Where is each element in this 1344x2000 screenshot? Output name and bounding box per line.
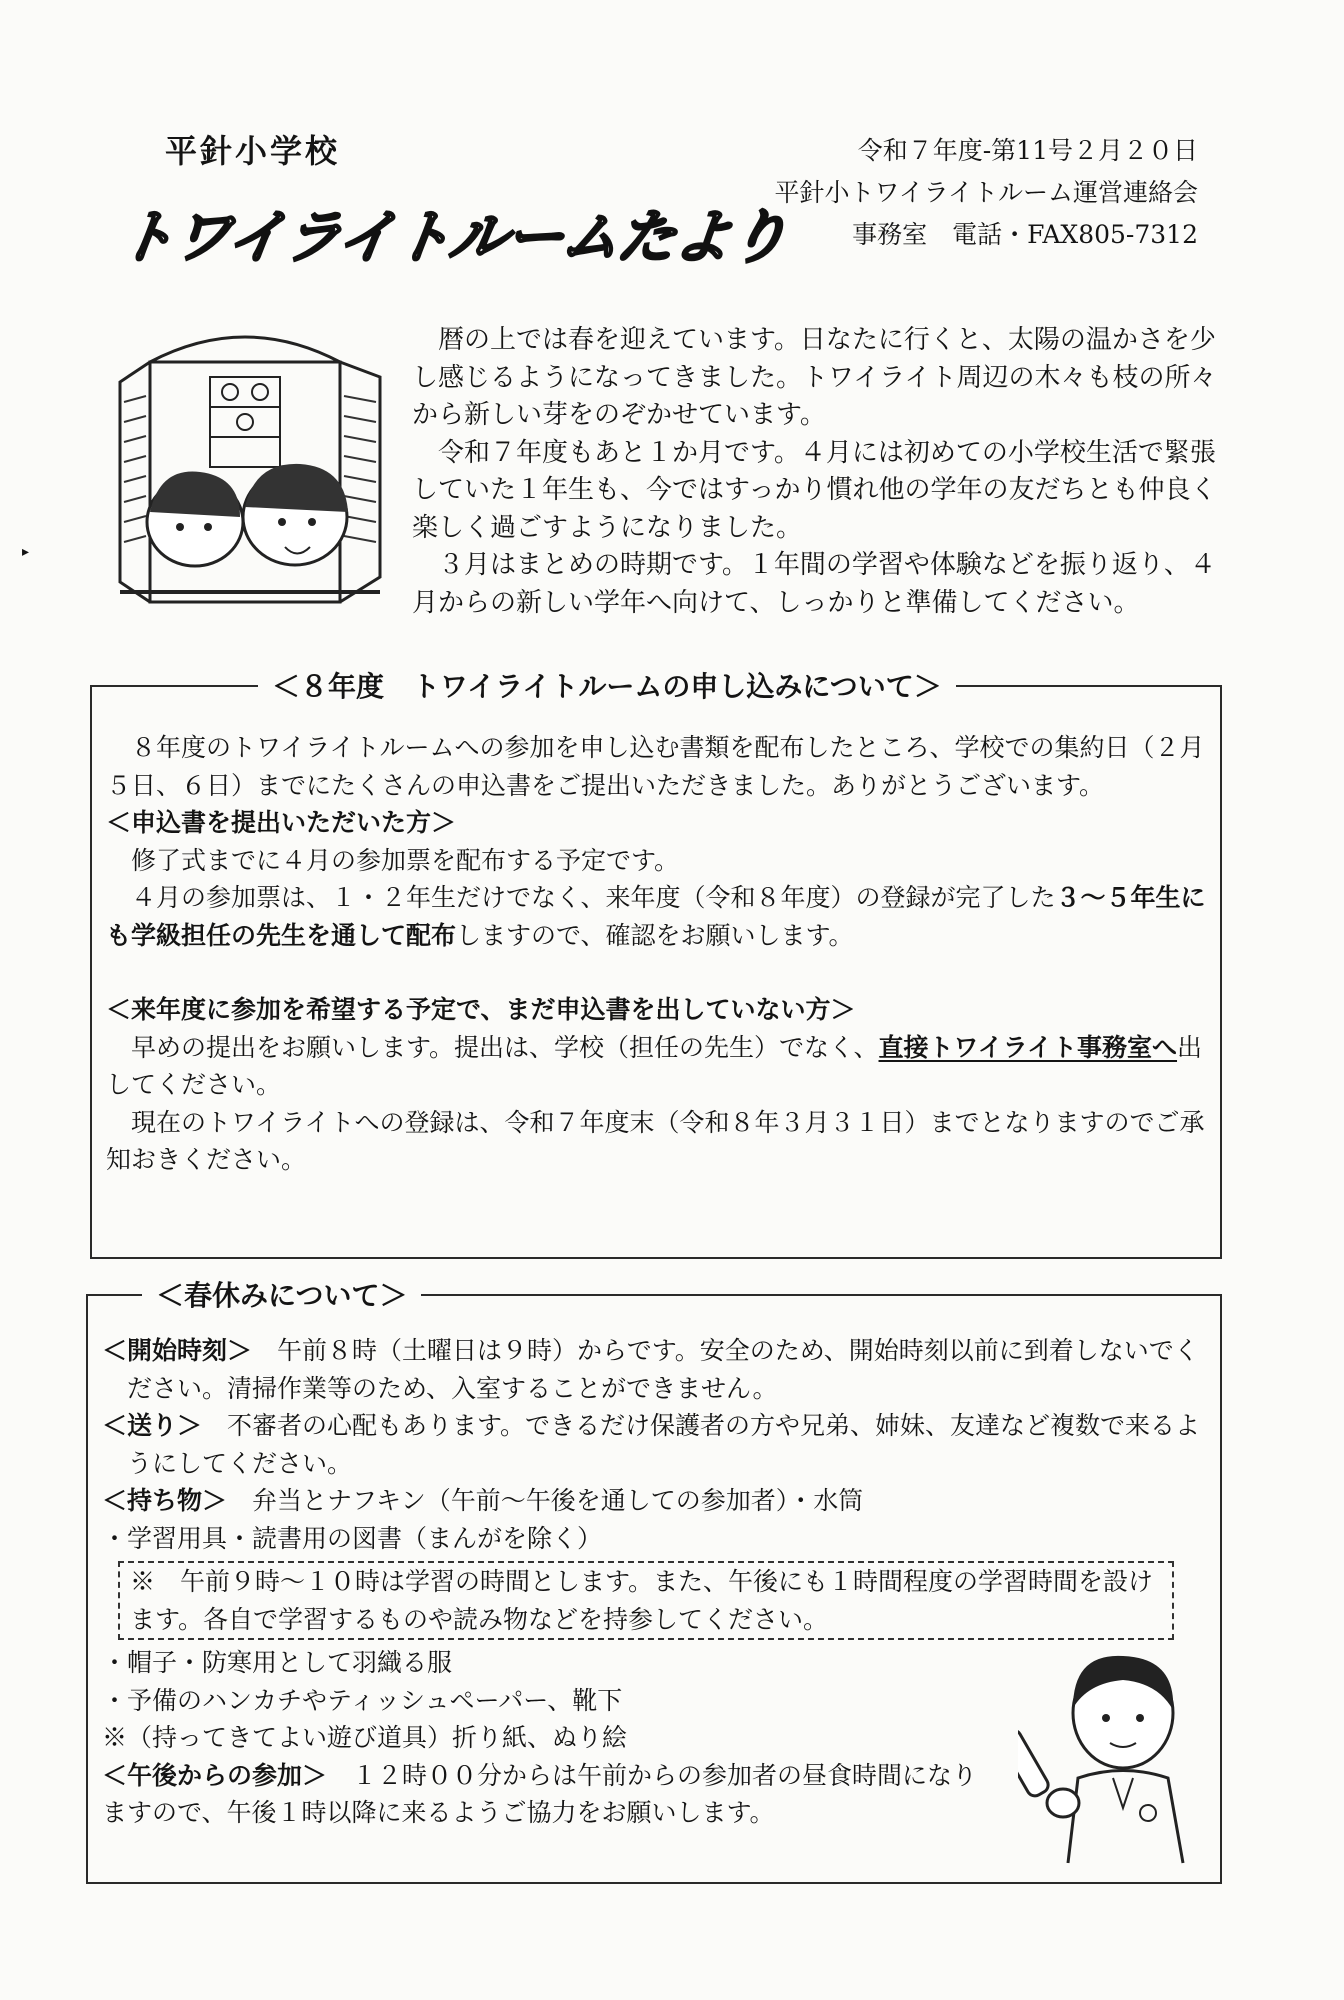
spring-break-section-title: ＜春休みについて＞ [142, 1274, 421, 1314]
submitted-heading: ＜申込書を提出いただいた方＞ [106, 808, 457, 837]
start-time-text: 午前８時（土曜日は９時）からです。安全のため、開始時刻以前に到着しないでください。清掃作業等のため、入室することができません。 [127, 1336, 1199, 1403]
not-submitted-text-b: 出してください。 [106, 1032, 1203, 1099]
send-off-item [102, 1407, 1202, 1482]
application-section-title: ＜８年度 トワイライトルームの申し込みについて＞ [258, 665, 956, 705]
note-text: 午前９時～１０時は学習の時間とします。また、午後にも１時間程度の学習時間を設けます。各自で学習するものや読み物などを持参してください。 [130, 1567, 1154, 1634]
intro-section [90, 322, 1220, 622]
issue-line: 令和７年度-第11号２月２０日 [857, 136, 1198, 165]
intro-paragraph-2: 令和７年度もあと１か月です。４月には初めての小学校生活で緊張していた１年生も、今ではすっかり慣れ他の学年の友だちとも仲良く楽しく過ごすようになりました。 [412, 437, 1217, 543]
items-text: 弁当とナフキン（午前～午後を通しての参加者）・水筒 [252, 1486, 864, 1515]
spacer [106, 954, 1206, 991]
study-time-note [118, 1561, 1174, 1640]
not-submitted-text-bold: 直接トワイライト事務室へ [878, 1032, 1178, 1062]
items-line-3: ・帽子・防寒用として羽織る服 [102, 1648, 453, 1677]
organization-line: 平針小トワイライトルーム運営連絡会 [774, 178, 1198, 207]
intro-paragraph-3: ３月はまとめの時期です。１年間の学習や体験などを振り返り、４月からの新しい学年へ向けて、しっかりと準備してください。 [412, 550, 1216, 618]
items-line-5: ※（持ってきてよい遊び道具）折り紙、ぬり絵 [102, 1723, 628, 1752]
items-line-2: ・学習用具・読書用の図書（まんがを除く） [102, 1523, 603, 1553]
submitted-text-b: しますので、確認をお願いします。 [456, 920, 854, 950]
intro-paragraph-1: 暦の上では春を迎えています。日なたに行くと、太陽の温かさを少し感じるようになってきました。トワイライト周辺の木々も枝の所々から新しい芽をのぞかせています。 [412, 325, 1217, 430]
newsletter-title: トワイライトルームたより [112, 203, 791, 271]
items-label: ＜持ち物＞ [102, 1486, 228, 1515]
application-intro: ８年度のトワイライトルームへの参加を申し込む書類を配布したところ、学校での集約日（２月５日、６日）までにたくさんの申込書をご提出いただきました。ありがとうございます。 [106, 733, 1205, 800]
window-children-illustration [90, 322, 412, 622]
school-name: 平針小学校 [165, 132, 341, 170]
application-section [90, 670, 1222, 1259]
send-off-text: 不審者の心配もあります。できるだけ保護者の方や兄弟、姉妹、友達など複数で来るようにしてください。 [127, 1411, 1201, 1478]
submitted-paragraph-2 [106, 879, 1206, 954]
boy-with-diploma-illustration [1018, 1638, 1198, 1868]
submitted-text-bold: ３～５年生にも学級担任の先生を通して配布 [106, 883, 1206, 950]
items-line-4: ・予備のハンカチやティッシュペーパー、靴下 [102, 1685, 623, 1715]
start-time-label: ＜開始時刻＞ [102, 1336, 253, 1365]
submitted-text-a: ４月の参加票は、１・２年生だけでなく、来年度（令和８年度）の登録が完了した [131, 883, 1056, 912]
not-submitted-paragraph-2: 現在のトワイライトへの登録は、令和７年度末（令和８年３月３１日）までとなりますのでご承知おきください。 [106, 1107, 1205, 1174]
send-off-label: ＜送り＞ [102, 1411, 203, 1440]
afternoon-label: ＜午後からの参加＞ [102, 1760, 328, 1790]
submitted-paragraph-1: 修了式までに４月の参加票を配布する予定です。 [131, 845, 680, 875]
note-mark: ※ [130, 1567, 156, 1596]
items-item [102, 1482, 1202, 1520]
afternoon-text: １２時００分からは午前からの参加者の昼食時間になりますので、午後１時以降に来るようご協力をお願いします。 [102, 1760, 978, 1827]
not-submitted-text-a: 早めの提出をお願いします。提出は、学校（担任の先生）でなく、 [131, 1032, 879, 1062]
start-time-item [102, 1332, 1202, 1407]
afternoon-item [102, 1757, 1002, 1832]
not-submitted-paragraph-1 [106, 1029, 1206, 1104]
contact-line: 事務室 電話・FAX805-7312 [852, 220, 1198, 249]
spring-break-section [86, 1279, 1222, 1884]
not-submitted-heading: ＜来年度に参加を希望する予定で、まだ申込書を出していない方＞ [106, 995, 856, 1024]
scan-mark: ▸ [22, 544, 30, 560]
